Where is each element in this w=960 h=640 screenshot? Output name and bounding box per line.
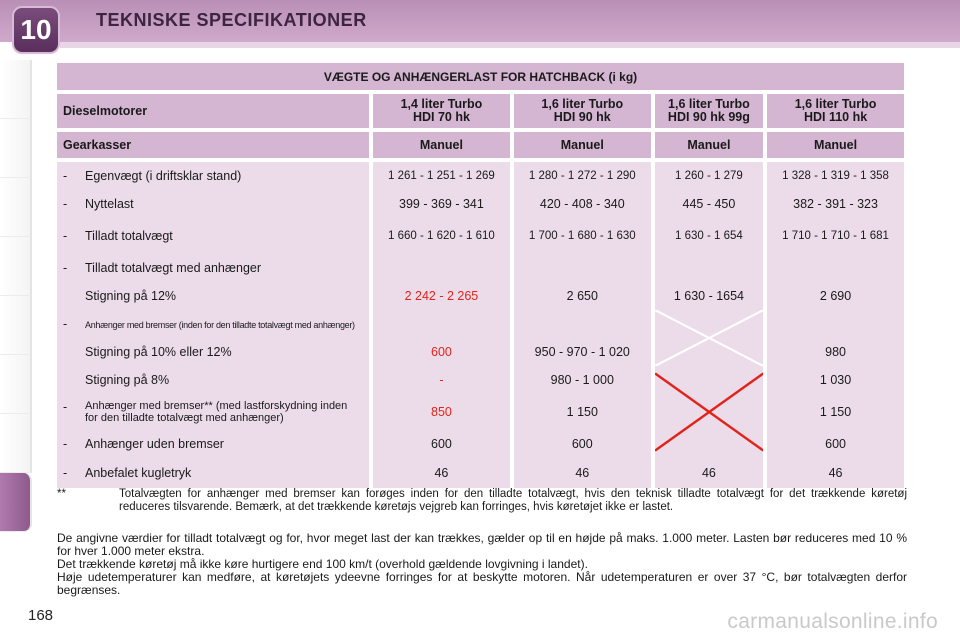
table-title: VÆGTE OG ANHÆNGERLAST FOR HATCHBACK (i kg) [57,63,904,94]
engine-header: 1,4 liter Turbo HDI 70 hk [369,94,510,128]
table-row: Stigning på 8% - 980 - 1 000 1 030 [57,366,904,394]
not-applicable-cell [651,310,763,366]
engines-label: Dieselmotorer [57,94,369,128]
table-row: - Tilladt totalvægt med anhænger [57,254,904,282]
footnote-mark: ** [57,488,66,500]
gearbox-cell: Manuel [369,128,510,162]
body-text [57,532,907,597]
paragraph: Det trækkende køretøj må ikke køre hurtigere end 100 km/t (overhold gældende lovgivning i landet). [57,557,588,571]
chapter-tab[interactable] [0,237,32,296]
weights-table [57,63,904,488]
gearbox-cell: Manuel [763,128,904,162]
header-divider [60,42,960,48]
table-row: - Nyttelast 399 - 369 - 341 420 - 408 - 340 445 - 450 382 - 391 - 323 [57,190,904,218]
table-row: - Egenvægt (i driftsklar stand) 1 261 - 1 251 - 1 269 1 280 - 1 272 - 1 290 1 260 - 1 279 1 328 - 1 319 - 1 358 [57,162,904,190]
table-row: - Anbefalet kugletryk 46 46 46 46 [57,458,904,488]
not-applicable-cell [651,366,763,458]
chapter-tabs [0,60,34,600]
footnote [57,488,907,514]
page-title: TEKNISKE SPECIFIKATIONER [96,10,367,30]
table-row: Stigning på 10% eller 12% 600 950 - 970 - 1 020 980 [57,338,904,366]
paragraph: Høje udetemperaturer kan medføre, at køretøjets ydeevne forringes for at beskytte motoren. Når udetemperaturen er over 37 °C, bør totalvægten derfor begrænses. [57,570,907,597]
chapter-tab[interactable] [0,414,32,473]
engine-header: 1,6 liter Turbo HDI 90 hk [510,94,651,128]
table-row: Stigning på 12% 2 242 - 2 265 2 650 1 630 - 1654 2 690 [57,282,904,310]
cross-icon [655,366,763,458]
chapter-tab[interactable] [0,355,32,414]
engine-header: 1,6 liter Turbo HDI 90 hk 99g [651,94,763,128]
table-row: - Anhænger uden bremser 600 600 600 [57,430,904,458]
paragraph: De angivne værdier for tilladt totalvægt og for, hvor meget last der kan trækkes, gælder op til en højde på maks. 1.000 meter. Lasten bør reduceres med 10 % for hver 1.000 meter ekstra. [57,531,907,558]
gearbox-label: Gearkasser [57,128,369,162]
table-row: - Anhænger med bremser (inden for den tilladte totalvægt med anhænger) [57,310,904,338]
chapter-tab[interactable] [0,178,32,237]
chapter-tab[interactable] [0,296,32,355]
chapter-tab[interactable] [0,60,32,119]
table-row: - Tilladt totalvægt 1 660 - 1 620 - 1 610 1 700 - 1 680 - 1 630 1 630 - 1 654 1 710 - 1 710 - 1 681 [57,218,904,254]
gearbox-cell: Manuel [651,128,763,162]
watermark: carmanualsonline.info [727,610,938,633]
engine-header: 1,6 liter Turbo HDI 110 hk [763,94,904,128]
chapter-tab-active[interactable] [0,473,32,532]
chapter-tab[interactable] [0,119,32,178]
page-number: 168 [28,607,54,624]
cross-icon [655,310,763,366]
table-row: - Anhænger med bremser** (med lastforskydning inden for den tilladte totalvægt med anhænger) 850 1 150 1 150 [57,394,904,430]
footnote-text: Totalvægten for anhænger med bremser kan forøges inden for den tilladte totalvægt, hvis den teknisk tilladte totalvægt for det trækkende køretøj reduceres tilsvarende. Bemærk, at det trækkende køretøjs vejgreb kan forringes, hvis køretøjet ikke er lastet. [119,488,907,513]
gearbox-cell: Manuel [510,128,651,162]
chapter-badge: 10 [14,8,58,52]
